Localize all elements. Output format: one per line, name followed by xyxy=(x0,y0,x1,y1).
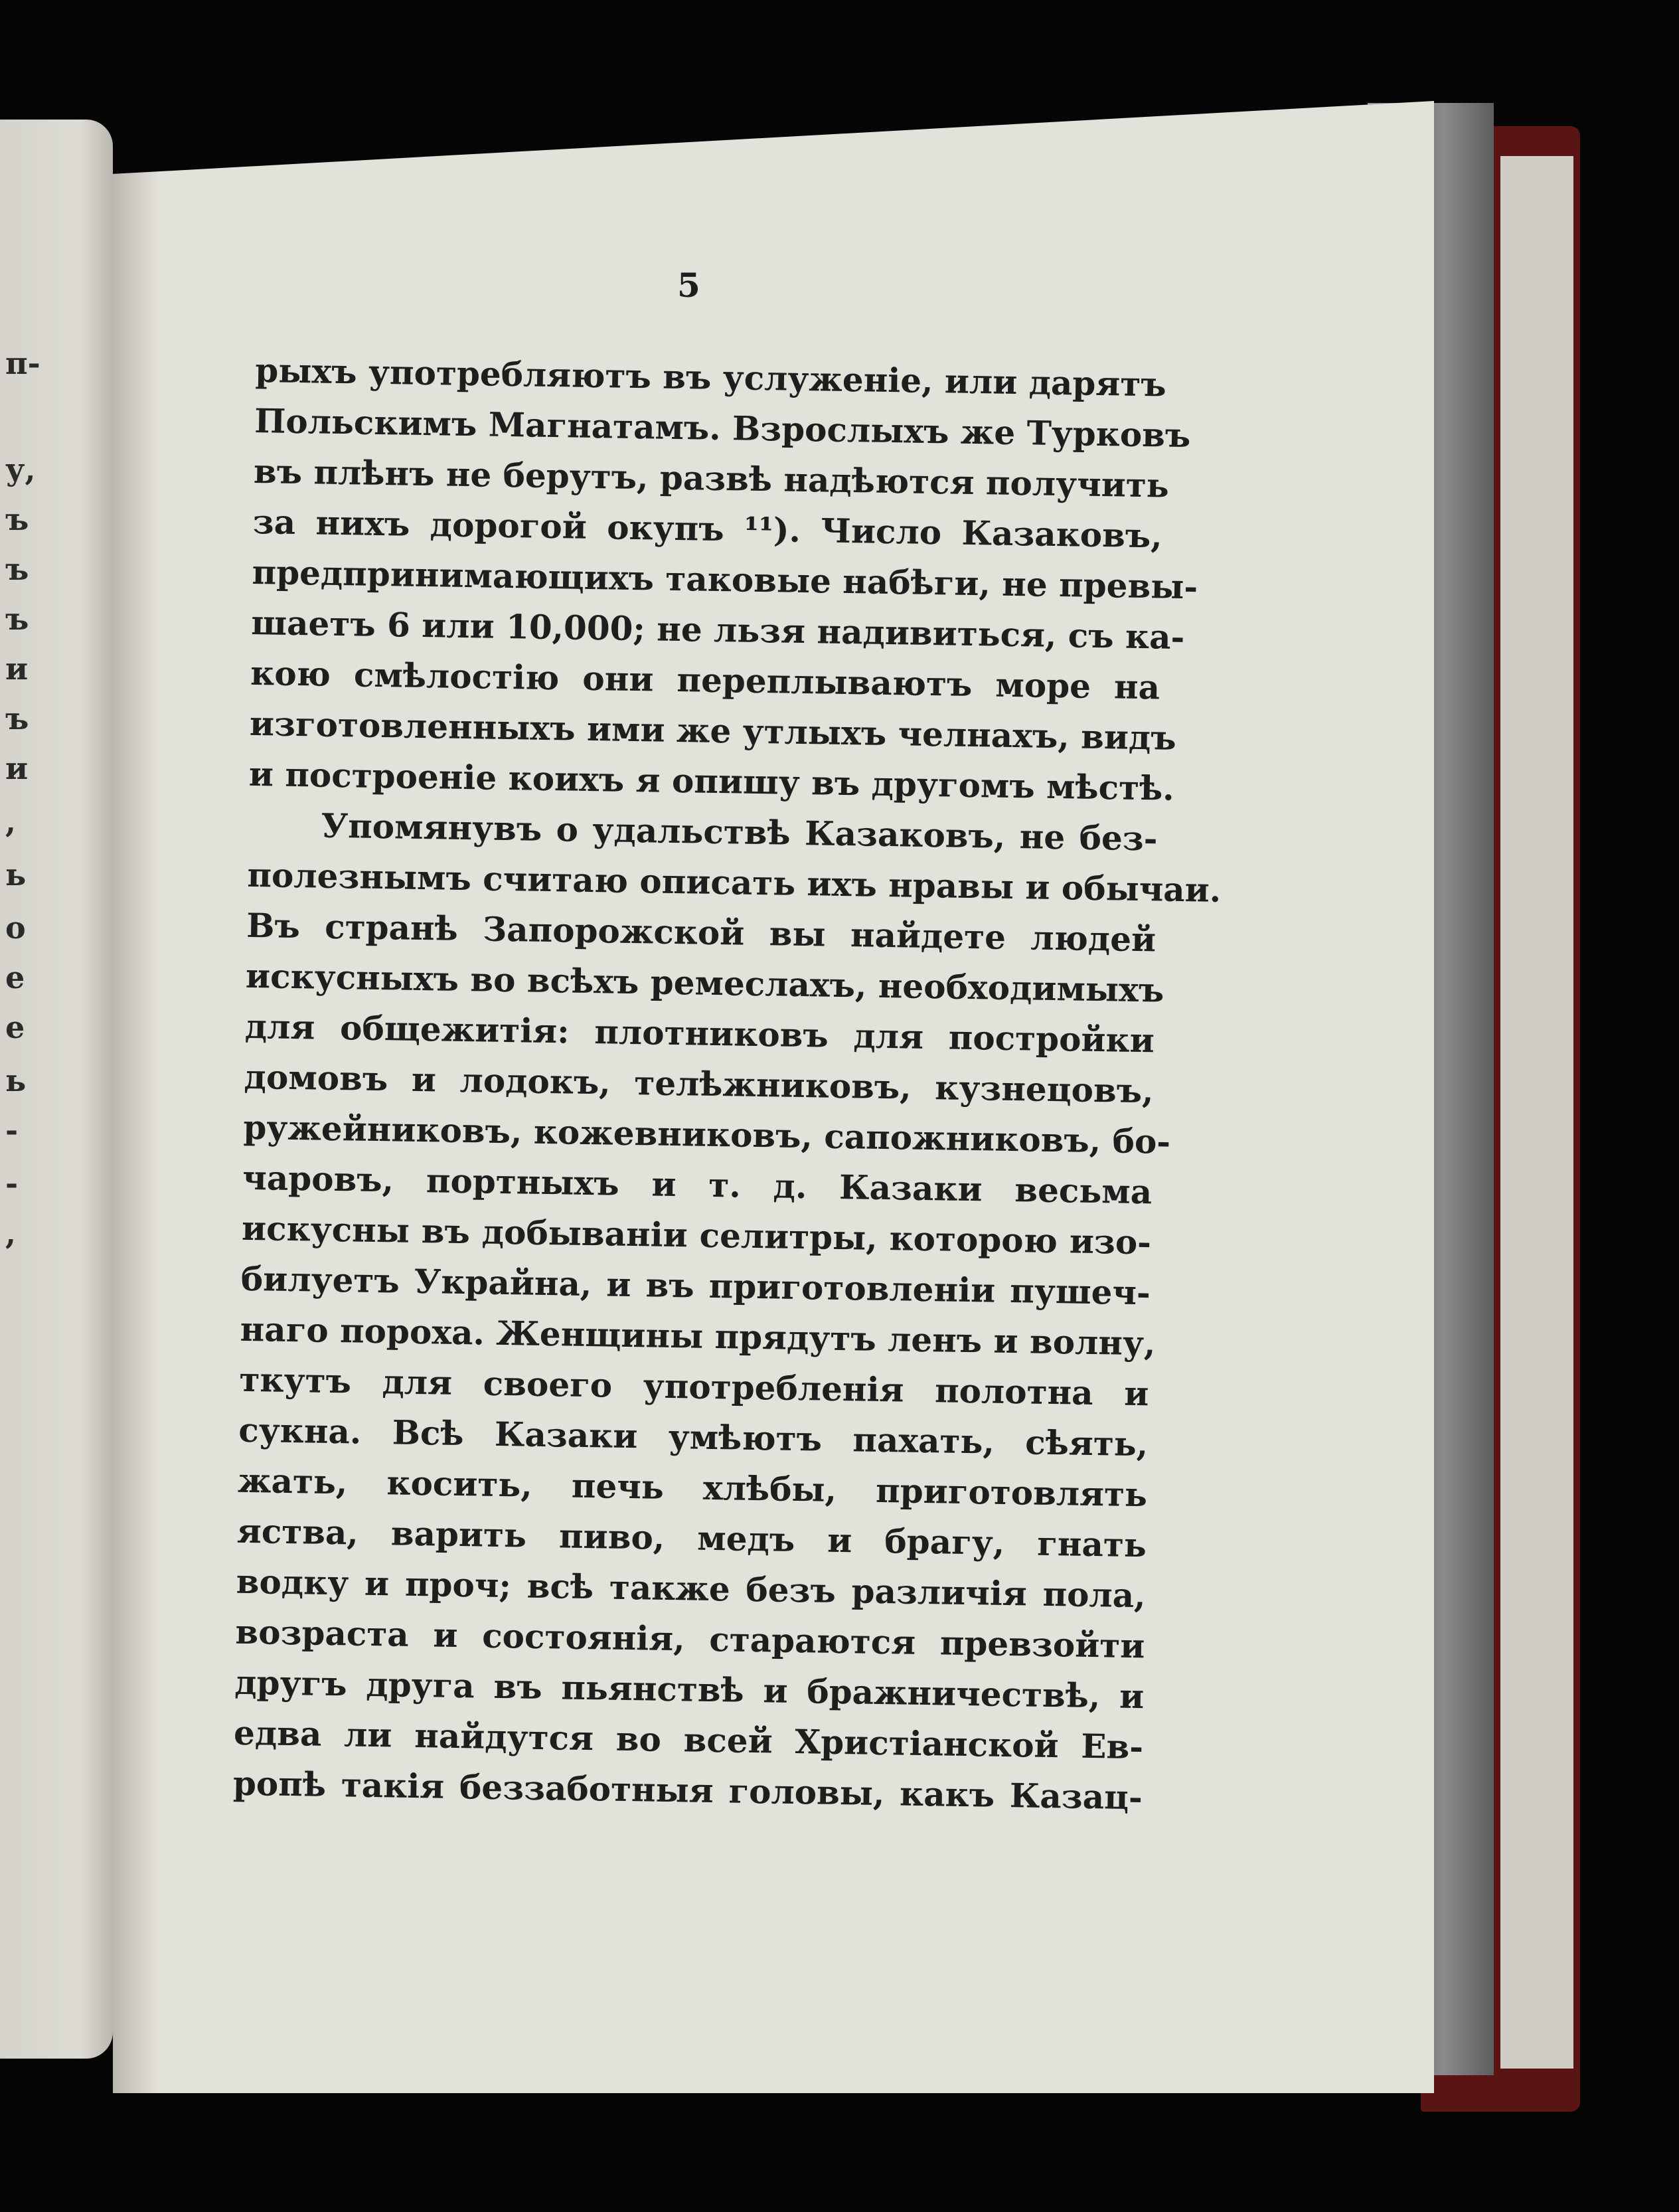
margin-fragment: - xyxy=(5,1112,19,1148)
text-line: билуетъ Украйна, и въ приготовленіи пушеч- xyxy=(240,1258,1151,1313)
text-line: Въ странѣ Запорожской вы найдете людей xyxy=(246,905,1157,960)
margin-fragment: , xyxy=(5,804,17,839)
margin-fragment: ь xyxy=(5,1063,27,1098)
text-line: для общежитія: плотниковъ для постройки xyxy=(244,1006,1155,1061)
text-line: яства, варить пиво, медъ и брагу, гнать xyxy=(236,1511,1147,1565)
text-line: ружейниковъ, кожевниковъ, сапожниковъ, бо- xyxy=(243,1107,1171,1161)
text-line: едва ли найдутся во всей Христіанской Ев- xyxy=(233,1713,1144,1767)
text-line: кою смѣлостію они переплываютъ море на xyxy=(250,653,1160,707)
left-page xyxy=(0,120,113,2059)
text-line: ткутъ для своего употребленія полотна и xyxy=(239,1359,1149,1414)
text-line: водку и проч; всѣ также безъ различія пола, xyxy=(236,1561,1147,1616)
text-line: домовъ и лодокъ, телѣжниковъ, кузнецовъ, xyxy=(244,1057,1154,1111)
text-line: въ плѣнъ не берутъ, развѣ надѣются получить xyxy=(253,451,1170,505)
text-line: полезнымъ считаю описать ихъ нравы и обычаи. xyxy=(247,855,1222,910)
text-line: сукна. Всѣ Казаки умѣютъ пахать, сѣять, xyxy=(238,1410,1149,1464)
text-line: другъ друга въ пьянствѣ и бражничествѣ, и xyxy=(234,1662,1145,1717)
margin-fragment: е xyxy=(5,1009,25,1045)
margin-fragment: о xyxy=(5,910,26,946)
text-line: и построеніе коихъ я опишу въ другомъ мѣстѣ. xyxy=(248,754,1175,808)
text-line: жать, косить, печь хлѣбы, приготовлять xyxy=(237,1460,1148,1515)
back-board xyxy=(1500,156,1573,2069)
text-line: искусныхъ во всѣхъ ремеслахъ, необходимыхъ xyxy=(245,956,1164,1010)
text-line: ропѣ такія беззаботныя головы, какъ Казац- xyxy=(232,1763,1143,1818)
margin-fragment: ъ xyxy=(5,501,29,537)
margin-fragment: , xyxy=(5,1215,17,1251)
margin-fragment: ъ xyxy=(5,551,29,587)
text-line: шаетъ 6 или 10,000; не льзя надивиться, съ ка- xyxy=(250,602,1185,657)
margin-fragment: - xyxy=(5,1165,19,1201)
page-number: 5 xyxy=(677,266,700,305)
margin-fragment: у, xyxy=(5,452,36,487)
text-line: изготовленныхъ ими же утлыхъ челнахъ, видъ xyxy=(249,703,1177,758)
text-line: рыхъ употребляютъ въ услуженіе, или дарятъ xyxy=(254,350,1167,404)
text-line: Польскимъ Магнатамъ. Взрослыхъ же Турковъ xyxy=(254,400,1191,456)
gutter-shadow xyxy=(113,101,159,2093)
text-line: предпринимающихъ таковые набѣги, не превы- xyxy=(252,552,1198,607)
margin-fragment: е xyxy=(5,960,25,995)
text-line: Упомянувъ о удальствѣ Казаковъ, не без- xyxy=(321,806,1158,859)
text-line: наго пороха. Женщины прядутъ ленъ и волну, xyxy=(240,1309,1156,1363)
text-line: за нихъ дорогой окупъ ¹¹). Число Казаковъ, xyxy=(252,501,1163,556)
margin-fragment: ъ xyxy=(5,701,29,736)
margin-fragment: ъ xyxy=(5,601,29,637)
margin-fragment: п- xyxy=(5,345,40,381)
margin-fragment: и xyxy=(5,750,29,786)
text-line: искусны въ добываніи селитры, которою изо- xyxy=(241,1208,1152,1262)
margin-fragment: и xyxy=(5,651,29,687)
body-text xyxy=(232,345,1222,1823)
text-line: чаровъ, портныхъ и т. д. Казаки весьма xyxy=(242,1157,1153,1212)
margin-fragment: ь xyxy=(5,857,27,893)
text-line: возраста и состоянія, стараются превзойти xyxy=(235,1612,1145,1666)
